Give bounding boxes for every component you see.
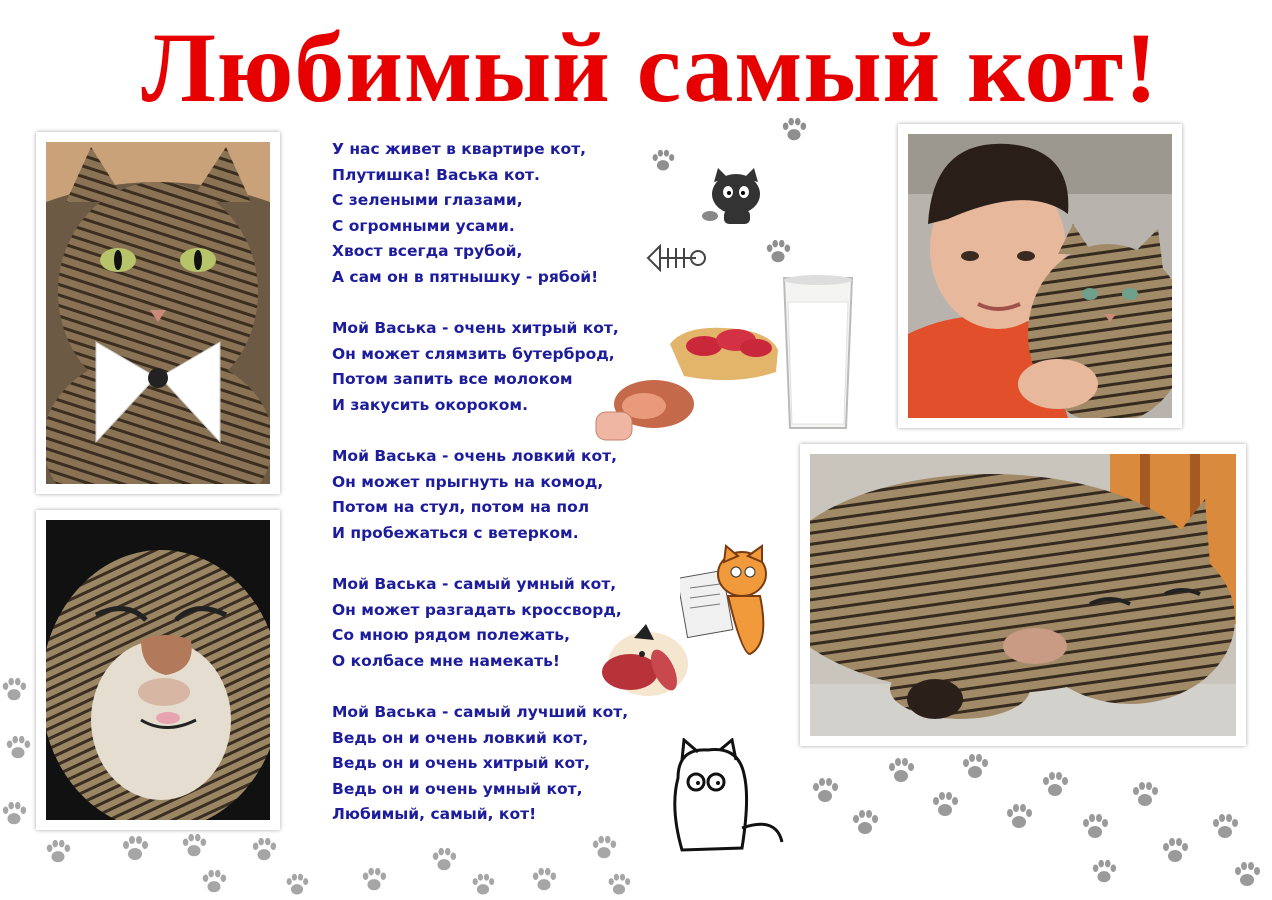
poem-line: У нас живет в квартире кот,	[332, 140, 587, 158]
poem-line: Ведь он и очень умный кот,	[332, 779, 583, 798]
poem-line: Со мною рядом полежать,	[332, 626, 570, 645]
photo-frame-cat-closeup	[36, 510, 280, 830]
paw-print-icon	[360, 866, 388, 894]
paw-print-icon	[0, 676, 28, 704]
poem-line: Ведь он и очень хитрый кот,	[332, 754, 591, 773]
paw-print-icon	[1080, 812, 1110, 842]
paw-print-icon	[886, 756, 916, 786]
paw-print-icon	[180, 832, 208, 860]
paw-print-icon	[780, 116, 808, 144]
poem-line: Потом на стул, потом на пол	[332, 498, 590, 517]
photo-frame-boy-cat	[898, 124, 1182, 428]
poem-line: Мой Васька - очень ловкий кот,	[332, 447, 617, 466]
paw-print-icon	[650, 148, 676, 174]
poem-line: Он может прыгнуть на комод,	[332, 472, 604, 491]
poem-line: Любимый, самый, кот!	[332, 805, 537, 824]
cartoon-cat-icon	[658, 738, 788, 864]
poem-line: Он может слямзить бутерброд,	[332, 344, 615, 363]
paw-print-icon	[1232, 860, 1262, 890]
poem-line: И пробежаться с ветерком.	[332, 523, 579, 542]
poem-line: Потом запить все молоком	[332, 370, 573, 389]
paw-print-icon	[1210, 812, 1240, 842]
poem	[332, 137, 692, 828]
sleeping-cat-closeup-photo	[46, 520, 270, 820]
poem-line: А сам он в пятнышку - рябой!	[332, 267, 599, 286]
poem-line: Хвост всегда трубой,	[332, 242, 523, 261]
paw-print-icon	[470, 872, 496, 898]
poem-line: О колбасе мне намекать!	[332, 651, 560, 670]
paw-print-icon	[1160, 836, 1190, 866]
paw-print-icon	[1090, 858, 1118, 886]
paw-print-icon	[44, 838, 72, 866]
cat-with-bow-tie-photo	[46, 142, 270, 484]
poem-line: Мой Васька - самый умный кот,	[332, 575, 617, 594]
paw-print-icon	[1040, 770, 1070, 800]
paw-print-icon	[120, 834, 150, 864]
fish-bone-icon	[646, 240, 708, 276]
ham-icon	[592, 376, 702, 446]
paw-print-icon	[1130, 780, 1160, 810]
photo-frame-cat-bowtie	[36, 132, 280, 494]
paw-print-icon	[1004, 802, 1034, 832]
poem-line: Мой Васька - самый лучший кот,	[332, 703, 629, 722]
paw-print-icon	[250, 836, 278, 864]
sleeping-cat-photo	[810, 454, 1236, 736]
paw-print-icon	[430, 846, 458, 874]
paw-print-icon	[810, 776, 840, 806]
paw-print-icon	[606, 872, 632, 898]
poem-line: С зелеными глазами,	[332, 191, 523, 210]
paw-print-icon	[850, 808, 880, 838]
paw-print-icon	[530, 866, 558, 894]
page-title: Любимый самый кот!	[141, 12, 1159, 123]
paw-print-icon	[200, 868, 228, 896]
paw-print-icon	[4, 734, 32, 762]
boy-holding-cat-photo	[908, 134, 1172, 418]
newspaper-cat-icon	[680, 544, 780, 660]
black-cat-icon	[700, 168, 766, 226]
poem-line: И закусить окороком.	[332, 395, 528, 414]
milk-glass-icon	[780, 272, 856, 436]
paw-print-icon	[960, 752, 990, 782]
poem-line: Мой Васька - очень хитрый кот,	[332, 319, 619, 338]
poem-line: Ведь он и очень ловкий кот,	[332, 728, 589, 747]
paw-print-icon	[930, 790, 960, 820]
poem-line: С огромными усами.	[332, 216, 515, 235]
paw-print-icon	[764, 238, 792, 266]
paw-print-icon	[0, 800, 28, 828]
poem-line: Плутишка! Васька кот.	[332, 165, 540, 184]
poem-line: Он может разгадать кроссворд,	[332, 600, 622, 619]
paw-print-icon	[590, 834, 618, 862]
sausage-cat-icon	[594, 624, 690, 700]
photo-frame-sleeping-cat	[800, 444, 1246, 746]
paw-print-icon	[284, 872, 310, 898]
